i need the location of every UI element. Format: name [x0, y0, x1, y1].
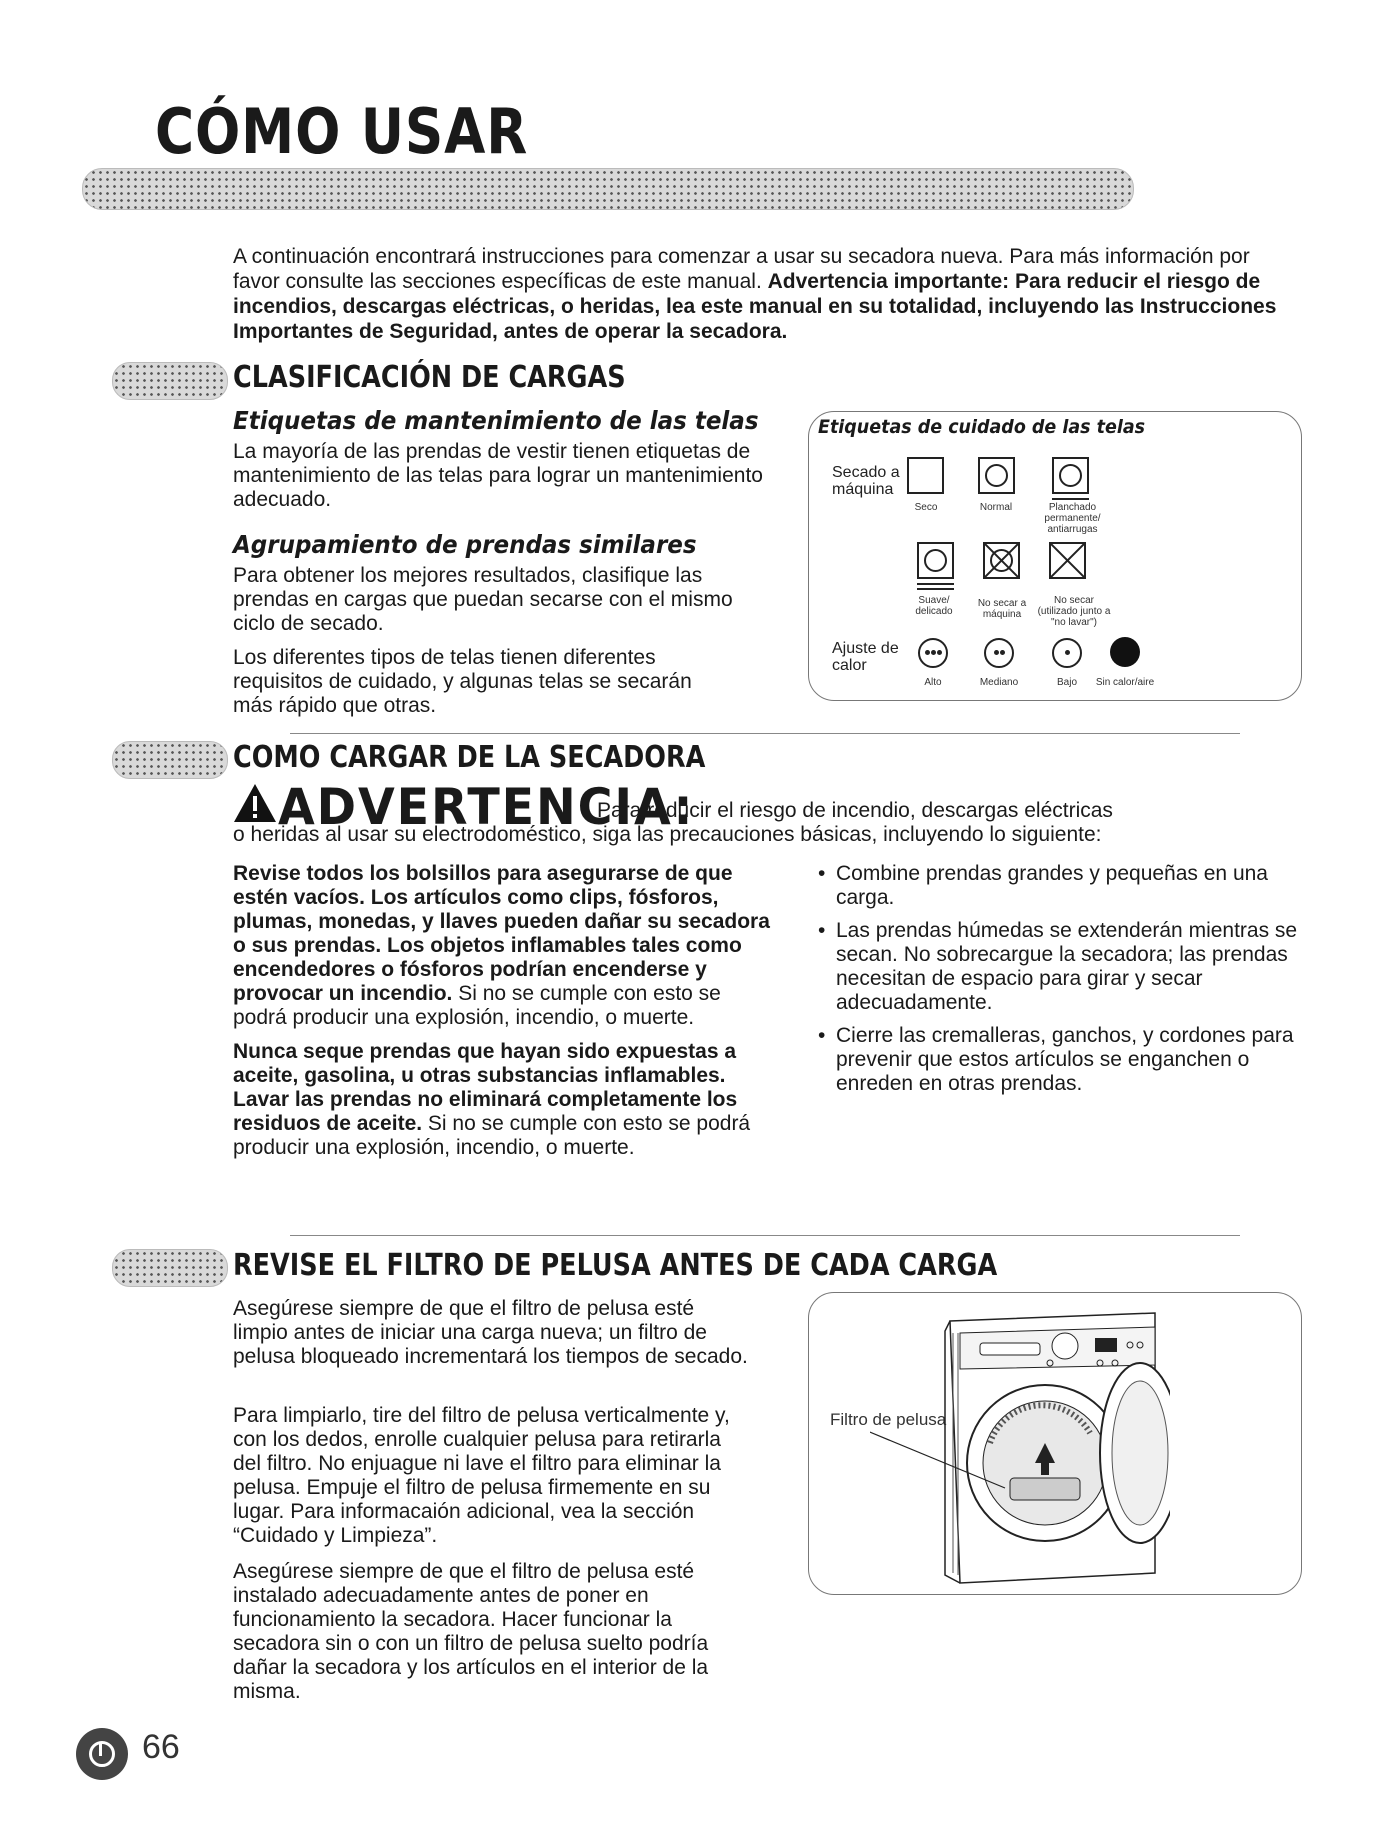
paragraph-care-labels: La mayoría de las prendas de vestir tienen etiquetas de mantenimiento de las telas para lograr un mantenimiento adecuado. [233, 440, 763, 511]
warning-oil [233, 1040, 773, 1160]
subheading-care-labels: Etiquetas de mantenimiento de las telas [233, 406, 759, 435]
care-row1-label-2: Normal [979, 502, 1013, 513]
warnings-left-column [233, 862, 773, 1160]
do-not-tumble-dry-icon [983, 542, 1020, 579]
tips-right-column [818, 862, 1318, 1105]
warning-oil-normal: Si no se cumple con esto se podrá producir una explosión, incendio, o muerte. [233, 1112, 751, 1159]
tip-bullet: • Combine prendas grandes y pequeñas en una carga. [818, 862, 1318, 910]
section-marker-3 [112, 1249, 228, 1287]
warning-text: Para reducir el riesgo de incendio, descargas eléctricas [597, 799, 1113, 822]
low-heat-icon [1052, 638, 1082, 668]
tip-bullet: • Cierre las cremalleras, ganchos, y cordones para prevenir que estos artículos se enganchen o enreden en otras prendas. [818, 1024, 1318, 1096]
tumble-dry-icon [907, 457, 944, 494]
heat-label-low: Bajo [1056, 677, 1077, 688]
heat-label-none: Sin calor/aire [1095, 677, 1155, 688]
section-marker-2 [112, 741, 228, 779]
permanent-press-bar [1052, 498, 1089, 500]
lg-logo-icon [76, 1728, 128, 1780]
warning-word: ADVERTENCIA: [278, 778, 695, 836]
care-row2-label-2: No secar a máquina [977, 598, 1027, 620]
tumble-dry-delicate-icon [917, 542, 954, 579]
warning-triangle-icon [232, 782, 278, 829]
paragraph-grouping: Para obtener los mejores resultados, clasifique las prendas en cargas que puedan secarse con el mismo ciclo de secado. [233, 564, 733, 635]
warning-pockets-normal: Si no se cumple con esto se podrá producir una explosión, incendio, o muerte. [233, 982, 721, 1029]
lint-paragraph-1: Asegúrese siempre de que el filtro de pelusa esté limpio antes de iniciar una carga nueva; un filtro de pelusa bloqueado incrementará los tiempos de secado. [233, 1297, 748, 1368]
lint-filter-label: Filtro de pelusa [830, 1410, 947, 1429]
warning-pockets-bold: Revise todos los bolsillos para asegurarse de que estén vacíos. Los artículos como clips, fósforos, plumas, monedas, y llaves pueden dañar su secadora o sus prendas. Los objetos inflamables tales como encendedores o fósforos podrían encenderse y provocar un incendio. [233, 862, 770, 1005]
delicate-bar-1 [917, 583, 954, 585]
section-heading-filtro: REVISE EL FILTRO DE PELUSA ANTES DE CADA CARGA [233, 1248, 998, 1283]
paragraph-fabric-types: Los diferentes tipos de telas tienen diferentes requisitos de cuidado, y algunas telas se secarán más rápido que otras. [233, 646, 692, 717]
do-not-dry-icon [1049, 542, 1086, 579]
warning-pockets [233, 862, 773, 1030]
divider-1 [290, 733, 1240, 734]
high-heat-icon [918, 638, 948, 668]
warning-oil-bold: Nunca seque prendas que hayan sido expuestas a aceite, gasolina, u otras substancias inflamables. Lavar las prendas no eliminará completamente los residuos de aceite. [233, 1040, 738, 1135]
intro-normal-text: A continuación encontrará instrucciones para comenzar a usar su secadora nueva. Para más información por favor consulte las secciones específicas de este manual. [233, 245, 1250, 293]
divider-2 [290, 1235, 1240, 1236]
care-row2-label-1: Suave/ delicado [915, 595, 953, 617]
heat-label-high: Alto [924, 677, 942, 688]
heat-label-medium: Mediano [979, 677, 1019, 688]
title-dotted-bar [82, 168, 1134, 210]
tip-bullet: • Las prendas húmedas se extenderán mientras se secan. No sobrecargue la secadora; las prendas necesitan de espacio para girar y secar adecuadamente. [818, 919, 1318, 1015]
subheading-grouping: Agrupamiento de prendas similares [233, 530, 697, 559]
care-labels-title: Etiquetas de cuidado de las telas [818, 416, 1146, 438]
care-row1-label-3: Planchado permanente/ antiarrugas [1044, 502, 1101, 535]
care-row2-label-3: No secar (utilizado junto a "no lavar") [1037, 595, 1111, 628]
delicate-bar-2 [917, 588, 954, 590]
section-heading-clasificacion: CLASIFICACIÓN DE CARGAS [233, 360, 626, 395]
intro-paragraph [233, 244, 1293, 344]
tumble-dry-normal-icon [978, 457, 1015, 494]
dryer-illustration [870, 1303, 1170, 1594]
page-title: CÓMO USAR [155, 95, 529, 168]
warning-text-line2: o heridas al usar su electrodoméstico, siga las precauciones básicas, incluyendo lo siguiente: [233, 823, 1102, 846]
section-heading-cargar: COMO CARGAR DE LA SECADORA [233, 740, 706, 775]
lint-paragraph-2: Para limpiarlo, tire del filtro de pelusa verticalmente y, con los dedos, enrolle cualquier pelusa para retirarla del filtro. No enjuague ni lave el filtro para eliminar la pelusa. Empuje el filtro de pelusa firmemente en su lugar. Para informacaión adicional, vea la sección “Cuidado y Limpieza”. [233, 1404, 730, 1547]
tumble-dry-permanent-press-icon [1052, 457, 1089, 494]
medium-heat-icon [984, 638, 1014, 668]
page-number: 66 [142, 1728, 180, 1766]
lint-paragraph-3: Asegúrese siempre de que el filtro de pelusa esté instalado adecuadamente antes de poner en funcionamiento la secadora. Hacer funcionar la secadora sin o con un filtro de pelusa suelto podría dañar la secadora y los artículos en el interior de la misma. [233, 1560, 709, 1703]
intro-warning-text: Advertencia importante: Para reducir el riesgo de incendios, descargas eléctricas, o heridas, lea este manual en su totalidad, incluyendo las Instrucciones Importantes de Seguridad, antes de operar la secadora. [233, 270, 1277, 343]
care-row1-label-1: Seco [914, 502, 938, 513]
no-heat-icon [1110, 637, 1140, 667]
heat-setting-label: Ajuste de calor [832, 640, 899, 674]
section-marker-1 [112, 362, 228, 400]
machine-dry-label: Secado a máquina [832, 464, 900, 498]
